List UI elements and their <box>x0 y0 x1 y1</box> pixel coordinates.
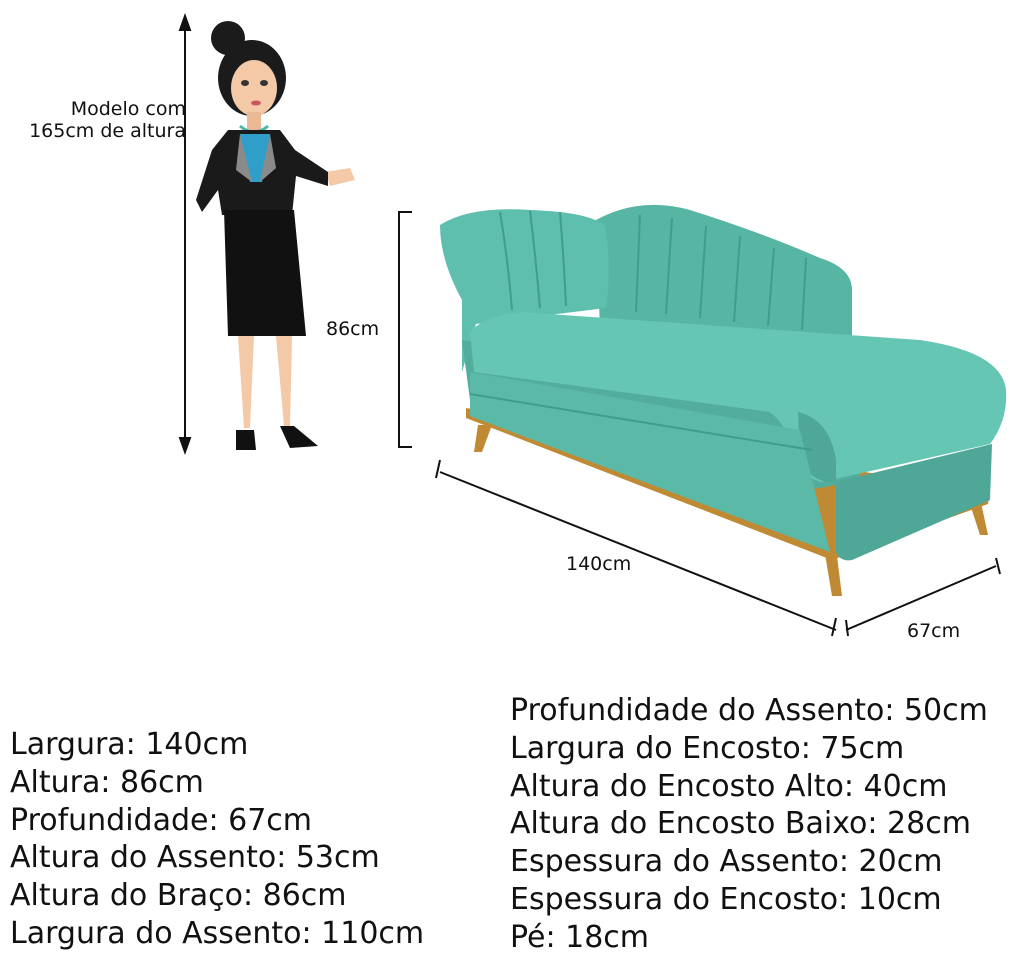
woman-model-figure <box>196 21 355 450</box>
height-dimension-label: 86cm <box>326 318 380 340</box>
spec-item: Largura: 140cm <box>10 727 249 762</box>
height-bracket <box>399 212 412 447</box>
spec-item: Largura do Assento: 110cm <box>10 915 425 951</box>
depth-dimension-label: 67cm <box>907 620 961 642</box>
spec-item: Profundidade: 67cm <box>10 802 313 838</box>
spec-item: Espessura do Assento: 20cm <box>510 844 943 880</box>
spec-item: Altura do Encosto Baixo: 28cm <box>510 806 971 842</box>
spec-item: Altura do Assento: 53cm <box>10 840 380 876</box>
spec-item: Altura do Encosto Alto: 40cm <box>510 768 948 804</box>
model-height-label-line2: 165cm de altura <box>29 120 186 142</box>
chaise-lounge-sofa <box>440 205 1006 596</box>
spec-list-left <box>10 726 424 953</box>
spec-item: Altura do Braço: 86cm <box>10 878 347 914</box>
width-dimension-label: 140cm <box>566 553 632 575</box>
spec-item: Largura do Encosto: 75cm <box>510 730 905 766</box>
spec-list-right <box>510 692 988 957</box>
model-height-label-line1: Modelo com <box>70 98 186 120</box>
spec-item: Pé: 18cm <box>510 919 650 955</box>
spec-item: Profundidade do Assento: 50cm <box>510 693 988 728</box>
spec-item: Espessura do Encosto: 10cm <box>510 881 942 917</box>
model-height-label <box>4 98 186 142</box>
spec-item: Altura: 86cm <box>10 764 204 800</box>
model-height-arrow <box>180 16 190 452</box>
